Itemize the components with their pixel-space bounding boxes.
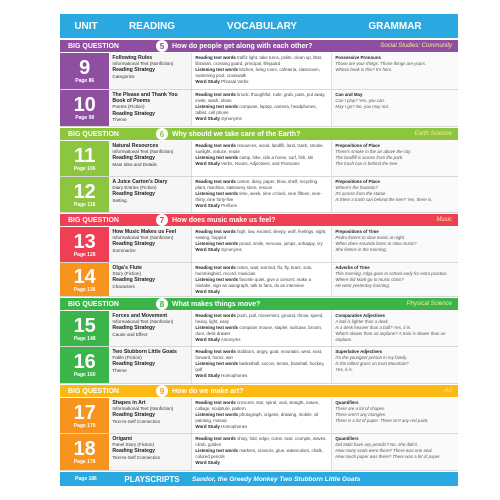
unit-cell bbox=[60, 227, 109, 262]
table-row bbox=[60, 177, 458, 213]
vocab-study-words: Synonyms bbox=[221, 116, 242, 121]
strategy: Text-to-Self Connection bbox=[112, 454, 161, 460]
big-question-text: How does music make us feel? bbox=[172, 216, 276, 224]
reading-type: Informational Text (Nonfiction) bbox=[112, 61, 174, 67]
big-question-subject: Earth Science bbox=[414, 131, 452, 137]
big-question-banner bbox=[60, 40, 458, 52]
unit-page: Page 106 bbox=[73, 165, 96, 172]
vocab-study-words: Synonyms bbox=[221, 247, 242, 252]
vocab-label: Reading text words bbox=[195, 55, 236, 60]
table-row bbox=[60, 347, 458, 384]
strategy: Categorize bbox=[112, 73, 135, 79]
vocab-label: Word Study bbox=[195, 247, 220, 252]
reading-title[interactable]: Shapes in Art bbox=[112, 400, 146, 406]
vocab-study-words: Prefixes bbox=[221, 203, 238, 208]
unit-cell bbox=[60, 263, 109, 296]
unit-cell bbox=[60, 141, 109, 176]
vocab-label: Listening text words bbox=[195, 241, 239, 246]
grammar-example: The trash can is behind the tree. bbox=[335, 161, 399, 166]
vocab-label: Word Study bbox=[195, 161, 220, 166]
vocab-label: Reading text words bbox=[195, 349, 236, 354]
vocab-listening-words: computer mouse, stapler, suitcase, broom, door, desk drawer bbox=[195, 325, 323, 336]
unit-number: 12 bbox=[73, 180, 96, 203]
vocab-label: Word Study bbox=[195, 337, 220, 342]
grammar-example: A ball is lighter than a desk. bbox=[335, 319, 389, 324]
grammar-title: Superlative Adjectives bbox=[335, 349, 383, 354]
unit-cell bbox=[60, 347, 109, 383]
reading-type: Informational Text (Nonfiction) bbox=[112, 406, 174, 412]
big-question-label: BIG QUESTION bbox=[68, 387, 119, 395]
vocab-reading-words: push, pull, movement, ground, throw, speed, heavy, light, easy bbox=[195, 313, 324, 324]
vocab-listening-words: favorite quiet, give a concert, make a mistake, sign an autograph, talk to fans, do an interview bbox=[195, 277, 312, 288]
vocab-study-words: Homophones bbox=[221, 373, 248, 378]
reading-title[interactable]: How Music Makes us Feel bbox=[112, 229, 177, 235]
reading-title[interactable]: Origami bbox=[112, 436, 132, 442]
grammar-title: Can and May bbox=[335, 92, 363, 97]
unit-number: 13 bbox=[73, 230, 96, 253]
big-question-label: BIG QUESTION bbox=[68, 216, 119, 224]
vocab-label: Listening text words bbox=[195, 325, 239, 330]
unit-cell bbox=[60, 177, 109, 212]
unit-page: Page 148 bbox=[73, 335, 96, 342]
vocab-reading-words: notes, wait, worried, flu, fly, tears, solo, hummingbird, record, musician bbox=[195, 265, 313, 276]
reading-title[interactable]: Forces and Movement bbox=[112, 313, 168, 319]
reading-title[interactable]: The Please and Thank You Book of Poems bbox=[112, 92, 178, 105]
big-question-number: 6 bbox=[156, 128, 168, 140]
vocabulary-cell bbox=[191, 398, 331, 433]
unit-page: Page 160 bbox=[73, 372, 96, 378]
big-question-number: 5 bbox=[156, 40, 168, 52]
unit-number: 10 bbox=[73, 94, 96, 116]
grammar-example: It's across from the statue. bbox=[335, 191, 387, 196]
playscripts-page: Page 186 bbox=[75, 476, 97, 482]
big-question-text: How do people get along with each other? bbox=[172, 42, 313, 50]
vocab-reading-words: shiny, fold, edge, come, seal, crumple, waves, climb, golden bbox=[195, 436, 327, 447]
vocab-label: Listening text words bbox=[195, 191, 239, 196]
grammar-cell bbox=[331, 311, 458, 346]
grammar-example: There aren't any triangles. bbox=[335, 412, 387, 417]
playscripts-titles[interactable]: Sandor, the Greedy Monkey Two Stubborn Little Goats bbox=[192, 475, 361, 483]
unit-number: 15 bbox=[73, 314, 96, 337]
grammar-example: He went yesterday morning. bbox=[335, 283, 391, 288]
grammar-example: What's slower than an airplane? A train is slower than an airplane. bbox=[335, 331, 446, 342]
big-question-subject: Music bbox=[436, 217, 452, 223]
vocab-reading-words: resources, wood, landfill, land, trash, smoke, sunlight, reduce, reuse bbox=[195, 143, 324, 154]
grammar-example: The landfill is across from the park. bbox=[335, 155, 404, 160]
big-question-subject: Physical Science bbox=[406, 301, 452, 307]
grammar-title: Quantifiers bbox=[335, 436, 359, 441]
vocab-listening-words: camp, hike, ride a horse, surf, fish, ski bbox=[239, 155, 314, 160]
reading-type: Panel Story (Fiction) bbox=[112, 442, 155, 448]
grammar-cell bbox=[331, 263, 458, 296]
reading-title[interactable]: Following Rules bbox=[112, 55, 153, 61]
reading-type: Informational Text (Nonfiction) bbox=[112, 235, 174, 241]
unit-page: Page 170 bbox=[73, 422, 96, 429]
vocab-listening-words: photograph, origami, drawing, mobile, oil painting, mosaic bbox=[195, 412, 319, 423]
vocab-label: Reading text words bbox=[195, 143, 236, 148]
vocab-study-words: Phrasal Verbs bbox=[221, 79, 249, 84]
vocab-listening-words: kitchen, living room, cafeteria, classroom, swimming pool, crosswalk bbox=[195, 67, 320, 78]
vocab-label: Word Study bbox=[195, 424, 220, 429]
strategy-label: Reading Strategy bbox=[112, 110, 156, 117]
vocab-label: Reading text words bbox=[195, 313, 236, 318]
grammar-cell bbox=[331, 398, 458, 433]
grammar-title: Prepositions of Time bbox=[335, 229, 379, 234]
reading-title[interactable]: Olga's Flute bbox=[112, 265, 142, 271]
table-row bbox=[60, 227, 458, 263]
grammar-cell bbox=[331, 227, 458, 262]
vocab-reading-words: stubborn, angry, goat, mountain, west, east, forward, horns, wet bbox=[195, 349, 323, 360]
vocab-label: Word Study bbox=[195, 460, 220, 465]
unit-page: Page 178 bbox=[73, 459, 96, 465]
strategy-label: Reading Strategy bbox=[112, 155, 156, 162]
grammar-example: When does Amanda listen to slow music? bbox=[335, 241, 417, 246]
strategy-label: Reading Strategy bbox=[112, 448, 156, 455]
reading-cell bbox=[109, 398, 191, 433]
vocab-reading-words: knock, thoughtful, rude, grab, pass, put away, invite, wash, share bbox=[195, 92, 326, 103]
strategy-label: Reading Strategy bbox=[112, 67, 156, 74]
vocabulary-cell bbox=[191, 141, 331, 176]
unit-cell bbox=[60, 90, 109, 126]
header-unit: UNIT bbox=[74, 20, 98, 32]
reading-cell bbox=[109, 227, 191, 262]
vocab-label: Word Study bbox=[195, 116, 220, 121]
vocab-listening-words: time, week, nine o'clock, nine fifteen, nine-thirty, nine forty-five bbox=[195, 191, 322, 202]
strategy: Cause and Effect bbox=[112, 331, 148, 337]
playscripts-footer bbox=[60, 472, 458, 486]
vocab-label: Reading text words bbox=[195, 179, 236, 184]
table-row bbox=[60, 141, 458, 177]
table-row bbox=[60, 90, 458, 127]
grammar-title: Comparative Adjectives bbox=[335, 313, 385, 318]
big-question-number: 7 bbox=[156, 214, 168, 226]
vocab-label: Reading text words bbox=[195, 436, 236, 441]
vocabulary-cell bbox=[191, 53, 331, 89]
vocab-label: Listening text words bbox=[195, 361, 239, 366]
strategy: Summarize bbox=[112, 247, 136, 253]
header-vocabulary: VOCABULARY bbox=[226, 20, 298, 32]
big-question-banner bbox=[60, 214, 458, 226]
header-reading: READING bbox=[128, 20, 176, 32]
unit-cell bbox=[60, 53, 109, 89]
big-question-text: Why should we take care of the Earth? bbox=[172, 130, 301, 138]
big-question-label: BIG QUESTION bbox=[68, 42, 119, 50]
grammar-example: There is a lot of paper. There isn't any red paint. bbox=[335, 418, 429, 423]
unit-number: 18 bbox=[73, 438, 96, 460]
header-grammar: GRAMMAR bbox=[368, 20, 422, 32]
strategy: Theme bbox=[112, 367, 127, 373]
big-question-banner bbox=[60, 298, 458, 310]
vocab-label: Listening text words bbox=[195, 448, 239, 453]
grammar-cell bbox=[331, 90, 458, 126]
vocab-reading-words: high, low, excited, sleepy, wolf, feelings, night, sewing, hopped bbox=[195, 229, 327, 240]
grammar-example: Whose book is this? It's hers. bbox=[335, 67, 393, 72]
vocab-label: Word Study bbox=[195, 203, 220, 208]
reading-type: Poems (Fiction) bbox=[112, 104, 145, 110]
grammar-example: Did Maki have any pencils? No, she didn't. bbox=[335, 442, 418, 447]
grammar-example: She listens in the morning. bbox=[335, 247, 388, 252]
vocab-label: Reading text words bbox=[195, 265, 236, 270]
strategy: Text-to-Self Connection bbox=[112, 418, 161, 424]
unit-page: Page 136 bbox=[73, 286, 96, 293]
vocab-label: Reading text words bbox=[195, 229, 236, 234]
reading-type: Informational Text (Nonfiction) bbox=[112, 149, 174, 155]
vocab-label: Reading text words bbox=[195, 92, 236, 97]
grammar-example: Is a desk heavier than a ball? Yes, it is. bbox=[335, 325, 412, 330]
reading-title[interactable]: Two Stubborn Little Goats bbox=[112, 349, 177, 355]
reading-cell bbox=[109, 53, 191, 89]
vocab-reading-words: crescent, star, spiral, oval, straight, nature, collage, sculpture, pattern bbox=[195, 400, 320, 411]
grammar-example: How many seals were there? There was one seal. bbox=[335, 448, 433, 453]
reading-cell bbox=[109, 177, 191, 212]
reading-cell bbox=[109, 434, 191, 470]
unit-page: Page 118 bbox=[73, 201, 96, 208]
table-row bbox=[60, 311, 458, 347]
vocab-label: Listening text words bbox=[195, 155, 239, 160]
vocab-listening-words: proud, smile, nervous, jumps, unhappy, cry bbox=[239, 241, 323, 246]
reading-cell bbox=[109, 311, 191, 346]
grammar-example: Where did Mark go to music class? bbox=[335, 277, 404, 282]
grammar-cell bbox=[331, 141, 458, 176]
strategy: Theme bbox=[112, 116, 127, 122]
big-question-subject: Social Studies: Community bbox=[380, 43, 452, 49]
unit-cell bbox=[60, 434, 109, 470]
table-row bbox=[60, 263, 458, 297]
vocab-label: Listening text words bbox=[195, 67, 239, 72]
grammar-example: How much paper was there? There was a lot of paper. bbox=[335, 454, 441, 459]
grammar-example: Where's the fountain? bbox=[335, 185, 378, 190]
table-header bbox=[60, 14, 458, 38]
grammar-example: May I go? No, you may not. bbox=[335, 104, 390, 109]
grammar-example: Is the tallest grass on East Mountain? bbox=[335, 361, 409, 366]
unit-cell bbox=[60, 311, 109, 346]
strategy-label: Reading Strategy bbox=[112, 241, 156, 248]
grammar-example: There's smoke in the air above the city. bbox=[335, 149, 412, 154]
grammar-title: Prepositions of Place bbox=[335, 143, 380, 148]
vocabulary-cell bbox=[191, 347, 331, 383]
grammar-example: There are a lot of shapes. bbox=[335, 406, 386, 411]
big-question-banner bbox=[60, 385, 458, 397]
table-row bbox=[60, 53, 458, 90]
reading-type: Story (Fiction) bbox=[112, 271, 141, 277]
strategy-label: Reading Strategy bbox=[112, 325, 156, 332]
grammar-title: Adverbs of Time bbox=[335, 265, 370, 270]
strategy: Characters bbox=[112, 283, 135, 289]
reading-cell bbox=[109, 141, 191, 176]
big-question-subject: Art bbox=[444, 388, 452, 394]
big-question-text: How do we make art? bbox=[172, 387, 244, 395]
big-question-label: BIG QUESTION bbox=[68, 300, 119, 308]
vocab-label: Word Study bbox=[195, 79, 220, 84]
vocabulary-cell bbox=[191, 177, 331, 212]
unit-number: 9 bbox=[79, 57, 91, 79]
unit-page: Page 86 bbox=[75, 78, 95, 84]
grammar-title: Prepositions of Place bbox=[335, 179, 380, 184]
table-row bbox=[60, 434, 458, 471]
vocabulary-cell bbox=[191, 227, 331, 262]
grammar-example: This morning, Olga goes to school early for extra practice. bbox=[335, 271, 448, 276]
grammar-example: Is there a trash can behind the tree? Yes, there is. bbox=[335, 197, 433, 202]
vocab-reading-words: traffic light, take turns, polite, clean up, litter, librarian, crossing guard, principal, lifeguard bbox=[195, 55, 323, 66]
grammar-cell bbox=[331, 53, 458, 89]
unit-page: Page 98 bbox=[75, 115, 95, 121]
big-question-label: BIG QUESTION bbox=[68, 130, 119, 138]
vocab-study-words: Antonyms bbox=[220, 337, 241, 342]
unit-number: 14 bbox=[73, 265, 96, 288]
unit-page: Page 128 bbox=[73, 251, 96, 258]
unit-number: 11 bbox=[74, 144, 96, 167]
grammar-cell bbox=[331, 177, 458, 212]
grammar-example: Yes, it is. bbox=[335, 367, 353, 372]
unit-number: 17 bbox=[73, 401, 96, 424]
strategy-label: Reading Strategy bbox=[112, 361, 156, 368]
vocab-label: Listening text words bbox=[195, 104, 239, 109]
strategy-label: Reading Strategy bbox=[112, 191, 156, 198]
vocab-listening-words: computer, laptop, camera, headphones, tablet, cell phone bbox=[195, 104, 317, 115]
reading-title[interactable]: A Juice Carton's Diary bbox=[112, 179, 168, 185]
unit-number: 16 bbox=[73, 351, 96, 373]
strategy: Main Idea and Details bbox=[112, 161, 157, 167]
reading-title[interactable]: Natural Resources bbox=[112, 143, 159, 149]
vocabulary-cell bbox=[191, 434, 331, 470]
strategy-label: Reading Strategy bbox=[112, 412, 156, 419]
grammar-title: Possessive Pronouns bbox=[335, 55, 381, 60]
strategy: Setting bbox=[112, 197, 127, 203]
unit-cell bbox=[60, 398, 109, 433]
vocab-listening-words: basketball, soccer, tennis, baseball, hockey, golf bbox=[195, 361, 325, 372]
reading-type: Fable (Fiction) bbox=[112, 355, 142, 361]
grammar-example: I'm the youngest person in my family. bbox=[335, 355, 408, 360]
grammar-example: Can I play? Yes, you can. bbox=[335, 98, 386, 103]
playscripts-label: PLAYSCRIPTS bbox=[124, 474, 180, 484]
vocab-study-words: Homophones bbox=[221, 424, 248, 429]
vocabulary-cell bbox=[191, 311, 331, 346]
reading-cell bbox=[109, 263, 191, 296]
big-question-banner bbox=[60, 128, 458, 140]
vocab-study-words: Verbs, Nouns, Adjectives, and Pronouns bbox=[221, 161, 300, 166]
big-question-number: 9 bbox=[156, 385, 168, 397]
reading-cell bbox=[109, 90, 191, 126]
reading-type: Informational Text (Nonfiction) bbox=[112, 319, 174, 325]
reading-type: Diary Entries (Fiction) bbox=[112, 185, 157, 191]
grammar-example: Those are your things. Those things are yours. bbox=[335, 61, 427, 66]
vocab-label: Listening text words bbox=[195, 277, 239, 282]
vocab-listening-words: markers, scissors, glue, watercolors, chalk, colored pencils bbox=[195, 448, 324, 459]
vocabulary-cell bbox=[191, 90, 331, 126]
vocab-label: Word Study bbox=[195, 373, 220, 378]
grammar-example: Pedro listens to slow music at night. bbox=[335, 235, 406, 240]
vocab-label: Reading text words bbox=[195, 400, 236, 405]
strategy-label: Reading Strategy bbox=[112, 277, 156, 284]
grammar-cell bbox=[331, 347, 458, 383]
grammar-cell bbox=[331, 434, 458, 470]
vocab-label: Listening text words bbox=[195, 412, 239, 417]
grammar-title: Quantifiers bbox=[335, 400, 359, 405]
big-question-number: 8 bbox=[156, 298, 168, 310]
reading-cell bbox=[109, 347, 191, 383]
table-row bbox=[60, 398, 458, 434]
vocabulary-cell bbox=[191, 263, 331, 296]
big-question-text: What makes things move? bbox=[172, 300, 261, 308]
vocab-label: Word Study bbox=[195, 289, 220, 294]
vocab-reading-words: carton, diary, paper, blow, shelf, recycling plant, machine, stationery store, rescue bbox=[195, 179, 318, 190]
